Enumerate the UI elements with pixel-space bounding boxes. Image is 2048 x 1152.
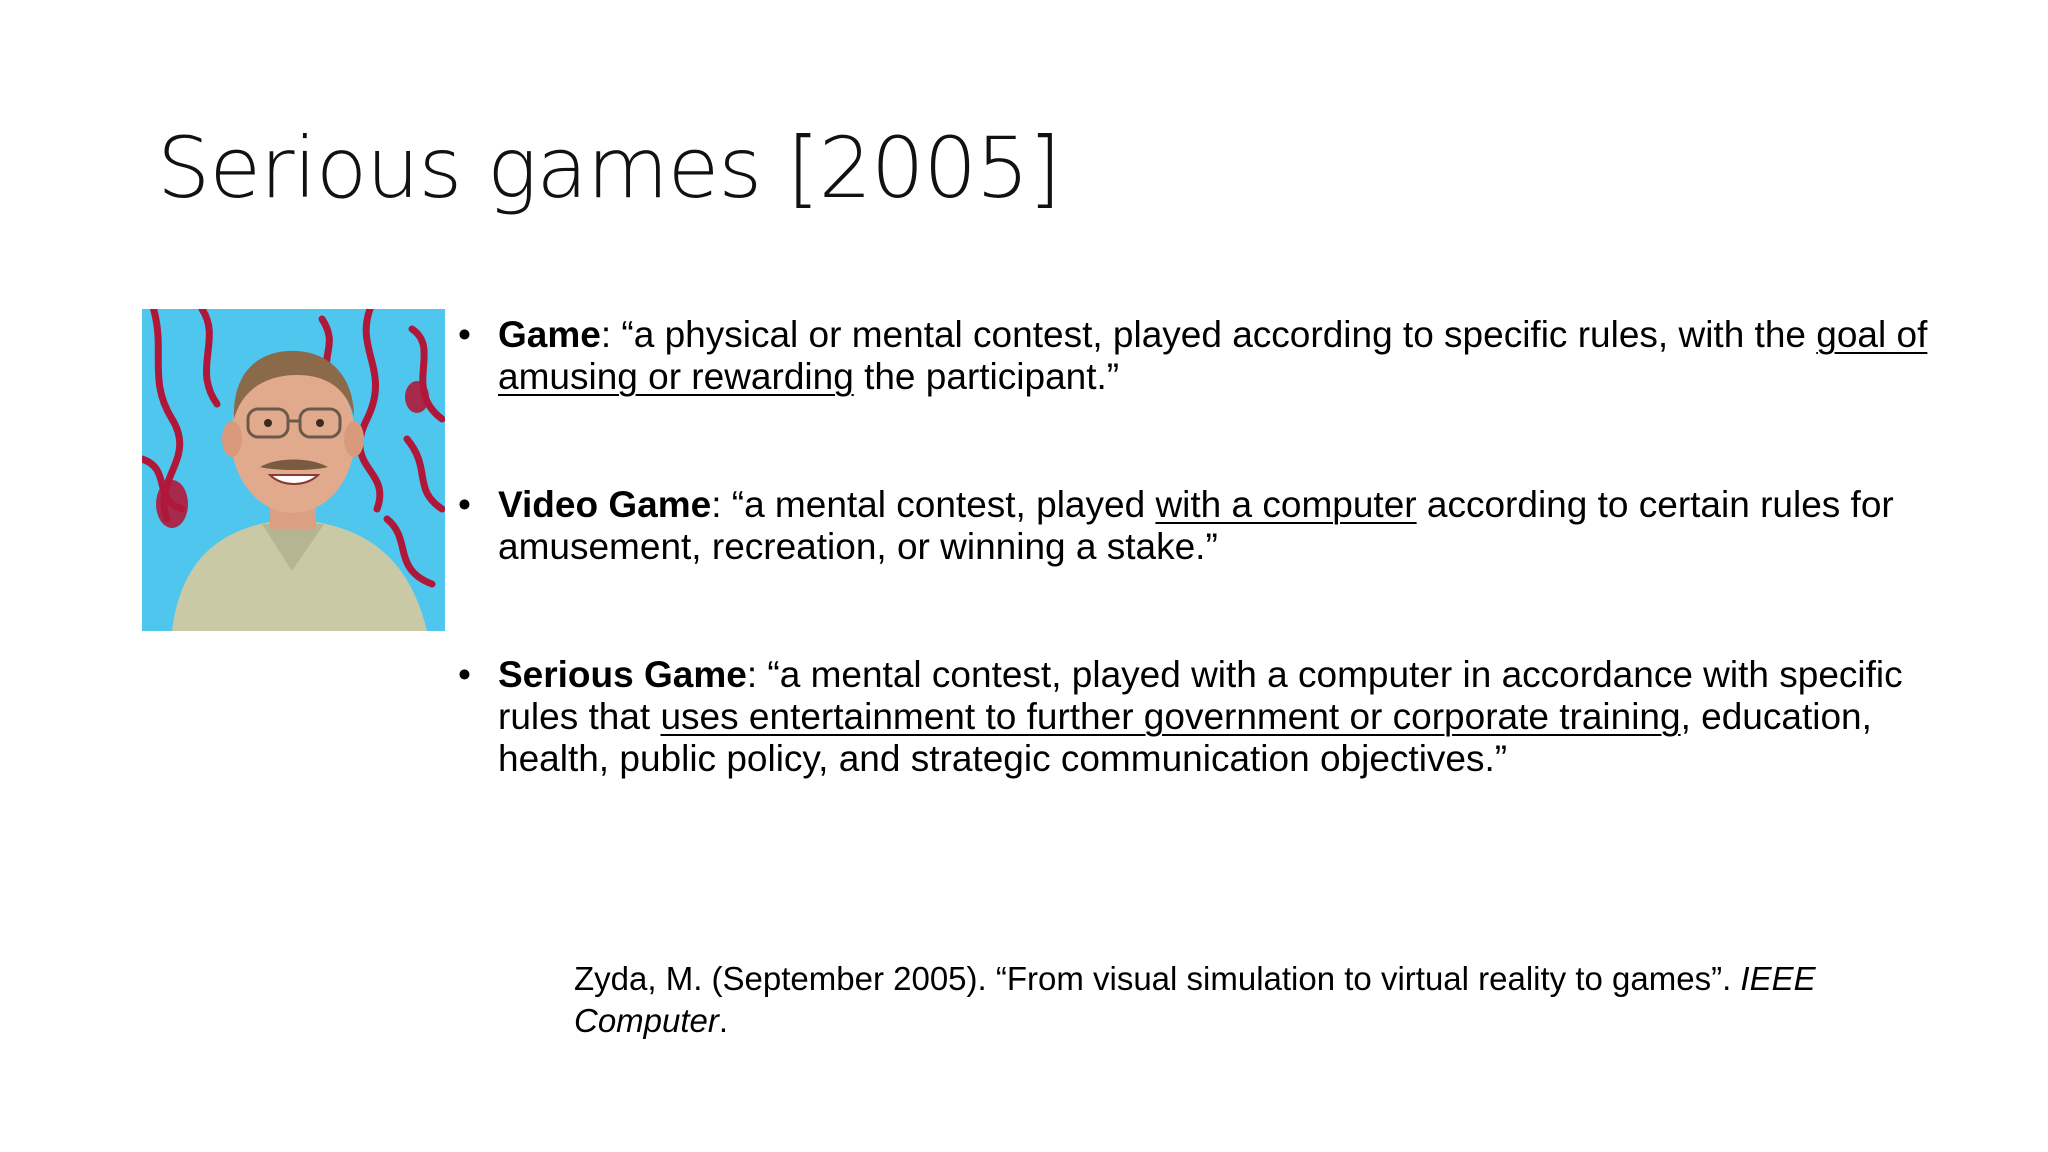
term-separator: :: [600, 314, 622, 355]
definition-text: “a physical or mental contest, played according to specific rules, with the: [621, 314, 1817, 355]
author-portrait-image: [142, 309, 445, 631]
definition-list: [450, 314, 1950, 866]
citation-end: .: [718, 1002, 729, 1039]
term-separator: :: [746, 654, 768, 695]
definition-item: [450, 314, 1950, 398]
definition-term: Serious Game: [498, 654, 747, 695]
definition-text: , education, health, public policy, and strategic communication objectives.”: [498, 696, 1872, 779]
definition-term: Game: [498, 314, 601, 355]
term-separator: :: [711, 484, 732, 525]
bullet-marker: •: [458, 314, 471, 355]
slide-title: Serious games [2005]: [157, 119, 1061, 217]
definition-text: “a mental contest, played: [731, 484, 1156, 525]
underlined-phrase: uses entertainment to further government or corporate training: [660, 696, 1681, 737]
definition-item: [450, 484, 1950, 568]
definition-item: [450, 654, 1950, 780]
citation-text: Zyda, M. (September 2005). “From visual simulation to virtual reality to games”.: [574, 960, 1741, 997]
definition-term: Video Game: [498, 484, 712, 525]
definition-text: according to certain rules for amusement, recreation, or winning a stake.”: [498, 484, 1894, 567]
bullet-marker: •: [458, 484, 471, 525]
citation: [574, 958, 1914, 1042]
underlined-phrase: with a computer: [1155, 484, 1417, 525]
underlined-phrase: goal of amusing or rewarding: [498, 314, 1928, 397]
definition-text: the participant.”: [853, 356, 1120, 397]
bullet-marker: •: [458, 654, 471, 695]
definition-text: “a mental contest, played with a computer in accordance with specific rules that: [498, 654, 1903, 737]
citation-journal: IEEE Computer: [574, 960, 1816, 1039]
